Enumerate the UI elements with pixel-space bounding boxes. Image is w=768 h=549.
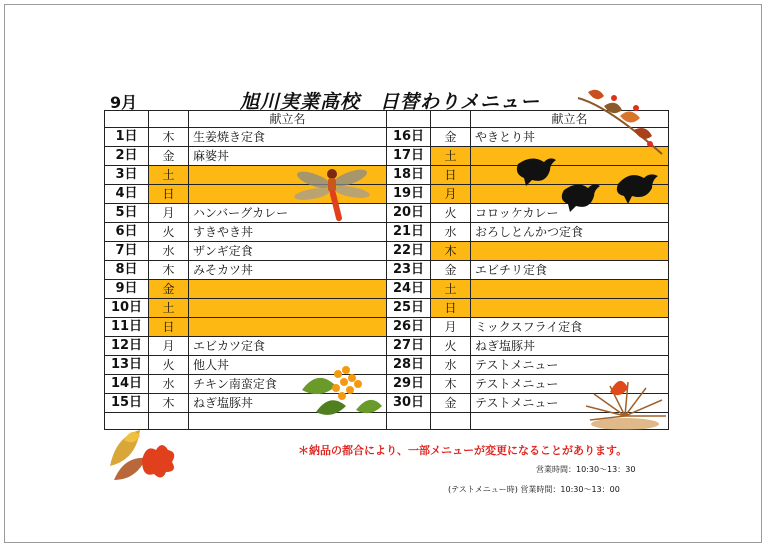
weekday-cell: 月: [149, 337, 189, 356]
date-cell: 25日: [387, 299, 431, 318]
weekday-cell: 土: [149, 166, 189, 185]
menu-item-cell: 他人丼: [189, 356, 387, 375]
dragonfly-illustration: [292, 166, 372, 226]
menu-item-cell: [189, 280, 387, 299]
autumn-leaves-illustration: [104, 420, 184, 486]
menu-header-right: 献立名: [471, 111, 669, 128]
weekday-cell: 金: [149, 280, 189, 299]
weekday-cell: 木: [149, 394, 189, 413]
weekday-cell: 土: [431, 147, 471, 166]
table-row: [105, 280, 669, 299]
date-cell: 11日: [105, 318, 149, 337]
date-cell: 24日: [387, 280, 431, 299]
weekday-cell: 木: [431, 242, 471, 261]
menu-item-cell: ザンギ定食: [189, 242, 387, 261]
weekday-cell: 火: [431, 204, 471, 223]
date-cell: 12日: [105, 337, 149, 356]
weekday-cell: 月: [431, 185, 471, 204]
table-row: [105, 318, 669, 337]
date-cell: 1日: [105, 128, 149, 147]
menu-item-cell: 生姜焼き定食: [189, 128, 387, 147]
date-cell: 5日: [105, 204, 149, 223]
menu-item-cell: チキン南蛮定食: [189, 375, 387, 394]
menu-item-cell: みそカツ丼: [189, 261, 387, 280]
weekday-cell: 火: [431, 337, 471, 356]
table-row: [105, 223, 669, 242]
menu-item-cell: [471, 299, 669, 318]
menu-item-cell: [189, 299, 387, 318]
weekday-cell: 土: [431, 280, 471, 299]
bird-silhouettes: [508, 152, 668, 218]
table-row: [105, 242, 669, 261]
menu-item-cell: やきとり丼: [471, 128, 669, 147]
date-cell: 23日: [387, 261, 431, 280]
weekday-cell: 日: [149, 318, 189, 337]
menu-item-cell: コロッケカレー: [471, 204, 669, 223]
test-menu-hours: (テストメニュー時) 営業時間：10:30～13：00: [448, 485, 620, 494]
menu-item-cell: ミックスフライ定食: [471, 318, 669, 337]
date-cell: 27日: [387, 337, 431, 356]
weekday-cell: 日: [431, 166, 471, 185]
date-cell: 2日: [105, 147, 149, 166]
date-cell: 21日: [387, 223, 431, 242]
weekday-cell: 月: [431, 318, 471, 337]
date-cell: 29日: [387, 375, 431, 394]
weekday-cell: 木: [149, 261, 189, 280]
menu-item-cell: ねぎ塩豚丼: [471, 337, 669, 356]
menu-item-cell: [471, 280, 669, 299]
weekday-cell: 日: [431, 299, 471, 318]
page-title: 旭川実業高校 日替わりメニュー: [240, 91, 541, 113]
date-cell: 28日: [387, 356, 431, 375]
date-cell: 17日: [387, 147, 431, 166]
date-cell: 10日: [105, 299, 149, 318]
menu-item-cell: ねぎ塩豚丼: [189, 394, 387, 413]
osmanthus-flowers-illustration: [296, 360, 386, 422]
date-cell: 20日: [387, 204, 431, 223]
menu-item-cell: エビチリ定食: [471, 261, 669, 280]
weekday-cell: 金: [431, 261, 471, 280]
weekday-cell: 火: [149, 356, 189, 375]
month-label: 9月: [110, 93, 138, 112]
weekday-cell: 金: [431, 394, 471, 413]
weekday-cell: 水: [431, 223, 471, 242]
weekday-cell: 木: [431, 375, 471, 394]
menu-item-cell: おろしとんかつ定食: [471, 223, 669, 242]
business-hours: 営業時間：10:30～13：30: [536, 465, 636, 474]
date-cell: 22日: [387, 242, 431, 261]
weekday-cell: 火: [149, 223, 189, 242]
notice-text: ＊納品の都合により、一部メニューが変更になることがあります。: [298, 444, 628, 457]
date-cell: 7日: [105, 242, 149, 261]
menu-item-cell: すきやき丼: [189, 223, 387, 242]
date-cell: 26日: [387, 318, 431, 337]
date-cell: 4日: [105, 185, 149, 204]
table-row: [105, 261, 669, 280]
menu-header-left: 献立名: [189, 111, 387, 128]
weekday-cell: 水: [149, 242, 189, 261]
weekday-cell: 金: [149, 147, 189, 166]
table-row: [105, 299, 669, 318]
date-cell: 16日: [387, 128, 431, 147]
menu-item-cell: 麻婆丼: [189, 147, 387, 166]
weekday-cell: 日: [149, 185, 189, 204]
weekday-cell: 木: [149, 128, 189, 147]
date-cell: 19日: [387, 185, 431, 204]
date-cell: 14日: [105, 375, 149, 394]
autumn-leaves-illustration: [574, 86, 666, 158]
menu-item-cell: テストメニュー: [471, 356, 669, 375]
menu-item-cell: テストメニュー: [471, 375, 669, 394]
date-cell: 18日: [387, 166, 431, 185]
menu-item-cell: エビカツ定食: [189, 337, 387, 356]
menu-item-cell: [189, 318, 387, 337]
date-cell: 3日: [105, 166, 149, 185]
autumn-leaves-illustration: [580, 372, 670, 436]
weekday-cell: 水: [431, 356, 471, 375]
date-cell: 30日: [387, 394, 431, 413]
weekday-cell: 土: [149, 299, 189, 318]
date-cell: 8日: [105, 261, 149, 280]
menu-item-cell: テストメニュー: [471, 394, 669, 413]
menu-item-cell: [471, 242, 669, 261]
weekday-cell: 金: [431, 128, 471, 147]
weekday-cell: 水: [149, 375, 189, 394]
weekday-cell: 月: [149, 204, 189, 223]
table-row: [105, 337, 669, 356]
date-cell: 9日: [105, 280, 149, 299]
date-cell: 13日: [105, 356, 149, 375]
date-cell: 15日: [105, 394, 149, 413]
date-cell: 6日: [105, 223, 149, 242]
menu-item-cell: ハンバーグカレー: [189, 204, 387, 223]
